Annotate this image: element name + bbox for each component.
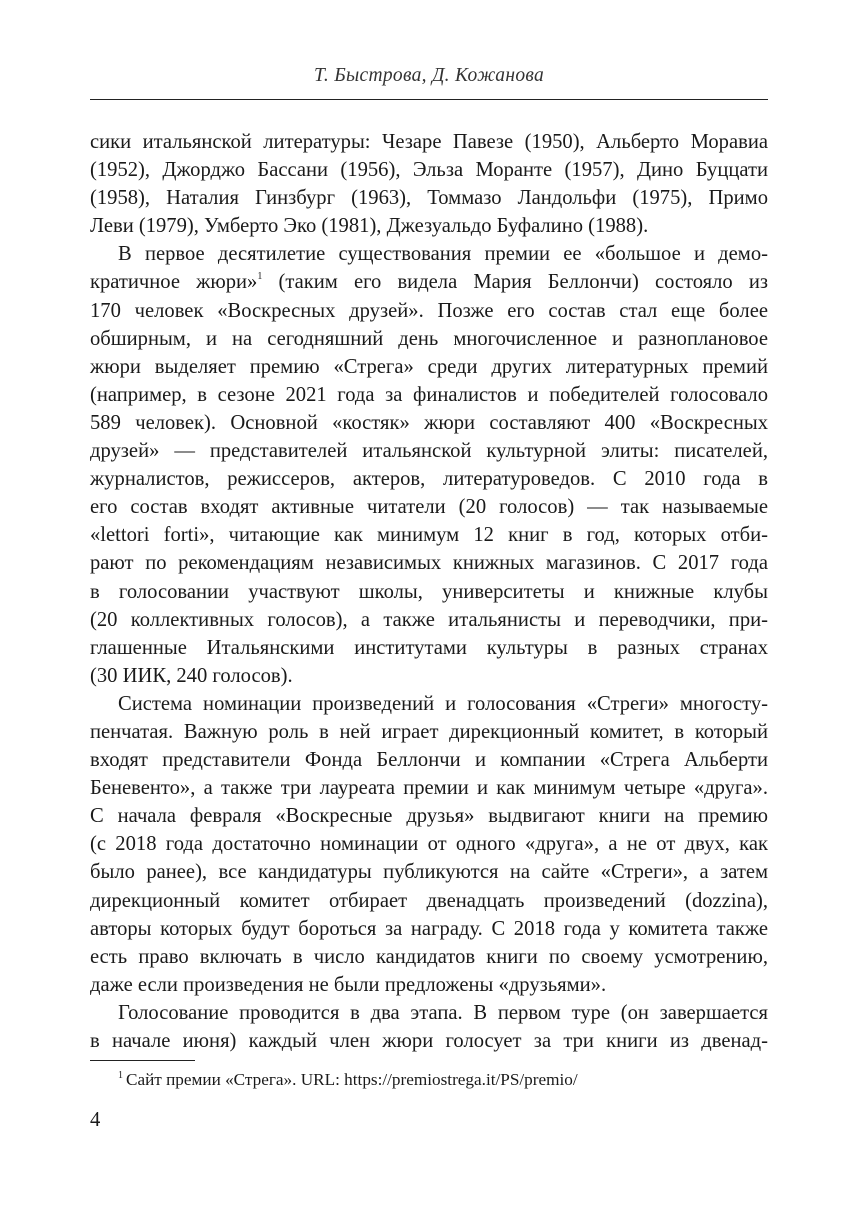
text-line: (1958), Наталия Гинзбург (1963), Томмазо Ландольфи (1975), Примо xyxy=(90,187,768,210)
text-line: (например, в сезоне 2021 года за финалистов и победителей голосовало xyxy=(90,383,768,406)
text-line: пенчатая. Важную роль в ней играет дирекционный комитет, в который xyxy=(90,720,768,743)
text-line: рают по рекомендациям независимых книжных магазинов. С 2017 года xyxy=(90,552,768,575)
footnote-marker: 1 xyxy=(118,1070,123,1081)
text-line: даже если произведения не были предложены «друзьями». xyxy=(90,973,607,996)
text-line: обширным, и на сегодняшний день многочисленное и разноплановое xyxy=(90,327,768,350)
text-line: С начала февраля «Воскресные друзья» выдвигают книги на премию xyxy=(90,805,768,828)
text-line: (1952), Джорджо Бассани (1956), Эльза Моранте (1957), Дино Буццати xyxy=(90,159,768,182)
text-line: (с 2018 года достаточно номинации от одного «друга», а не от двух, как xyxy=(90,833,768,856)
text-line: 170 человек «Воскресных друзей». Позже его состав стал еще более xyxy=(90,299,768,322)
footnote-rule xyxy=(90,1060,195,1061)
body-text xyxy=(90,128,768,1055)
footnote xyxy=(118,1069,578,1091)
text-line: Леви (1979), Умберто Эко (1981), Джезуальдо Буфалино (1988). xyxy=(90,215,649,238)
text-line: было ранее), все кандидатуры публикуются на сайте «Стреги», а затем xyxy=(90,861,768,884)
running-head: Т. Быстрова, Д. Кожанова xyxy=(313,65,545,86)
text-line: авторы которых будут бороться за награду. С 2018 года у комитета также xyxy=(90,917,768,940)
text-line: жюри выделяет премию «Стрега» среди других литературных премий xyxy=(90,355,768,378)
text-line: сики итальянской литературы: Чезаре Павезе (1950), Альберто Моравиа xyxy=(90,131,768,153)
text-line: входят представители Фонда Беллончи и компании «Стрега Альберти xyxy=(90,749,768,772)
text-line: друзей» — представителей итальянской культурной элиты: писателей, xyxy=(90,440,768,463)
text-fragment: кратичное жюри» xyxy=(90,271,258,294)
page-number: 4 xyxy=(90,1109,101,1131)
footnote-reference[interactable]: 1 xyxy=(257,271,263,283)
text-line: «lettori forti», читающие как минимум 12 книг в год, которых отби- xyxy=(90,524,768,547)
text-line: В первое десятилетие существования премии ее «большое и демо- xyxy=(118,243,768,266)
text-line: Беневенто», а также три лауреата премии и как минимум четыре «друга». xyxy=(90,777,768,800)
text-line: его состав входят активные читатели (20 голосов) — так называемые xyxy=(90,496,768,519)
text-line: 589 человек). Основной «костяк» жюри составляют 400 «Воскресных xyxy=(90,411,768,434)
text-line: дирекционный комитет отбирает двенадцать произведений (dozzina), xyxy=(90,889,768,912)
text-line: Система номинации произведений и голосования «Стреги» многосту- xyxy=(118,692,768,715)
header-rule xyxy=(90,99,768,100)
footnote-text: Сайт премии «Стрега». URL: https://premiostrega.it/PS/premio/ xyxy=(126,1070,578,1089)
text-line: (30 ИИК, 240 голосов). xyxy=(90,664,293,687)
text-line: в голосовании участвуют школы, университеты и книжные клубы xyxy=(90,580,768,603)
text-fragment: (таким его видела Мария Беллончи) состояло из xyxy=(278,271,768,294)
text-line: в начале июня) каждый член жюри голосует за три книги из двенад- xyxy=(90,1030,768,1052)
text-line-with-footnote xyxy=(90,268,768,296)
text-line: глашенные Итальянскими институтами культуры в разных странах xyxy=(90,636,768,659)
text-line: журналистов, режиссеров, актеров, литературоведов. С 2010 года в xyxy=(90,468,768,491)
text-line: Голосование проводится в два этапа. В первом туре (он завершается xyxy=(118,1001,768,1024)
text-line: есть право включать в число кандидатов книги по своему усмотрению, xyxy=(90,945,768,968)
text-line: (20 коллективных голосов), а также итальянисты и переводчики, при- xyxy=(90,608,768,631)
